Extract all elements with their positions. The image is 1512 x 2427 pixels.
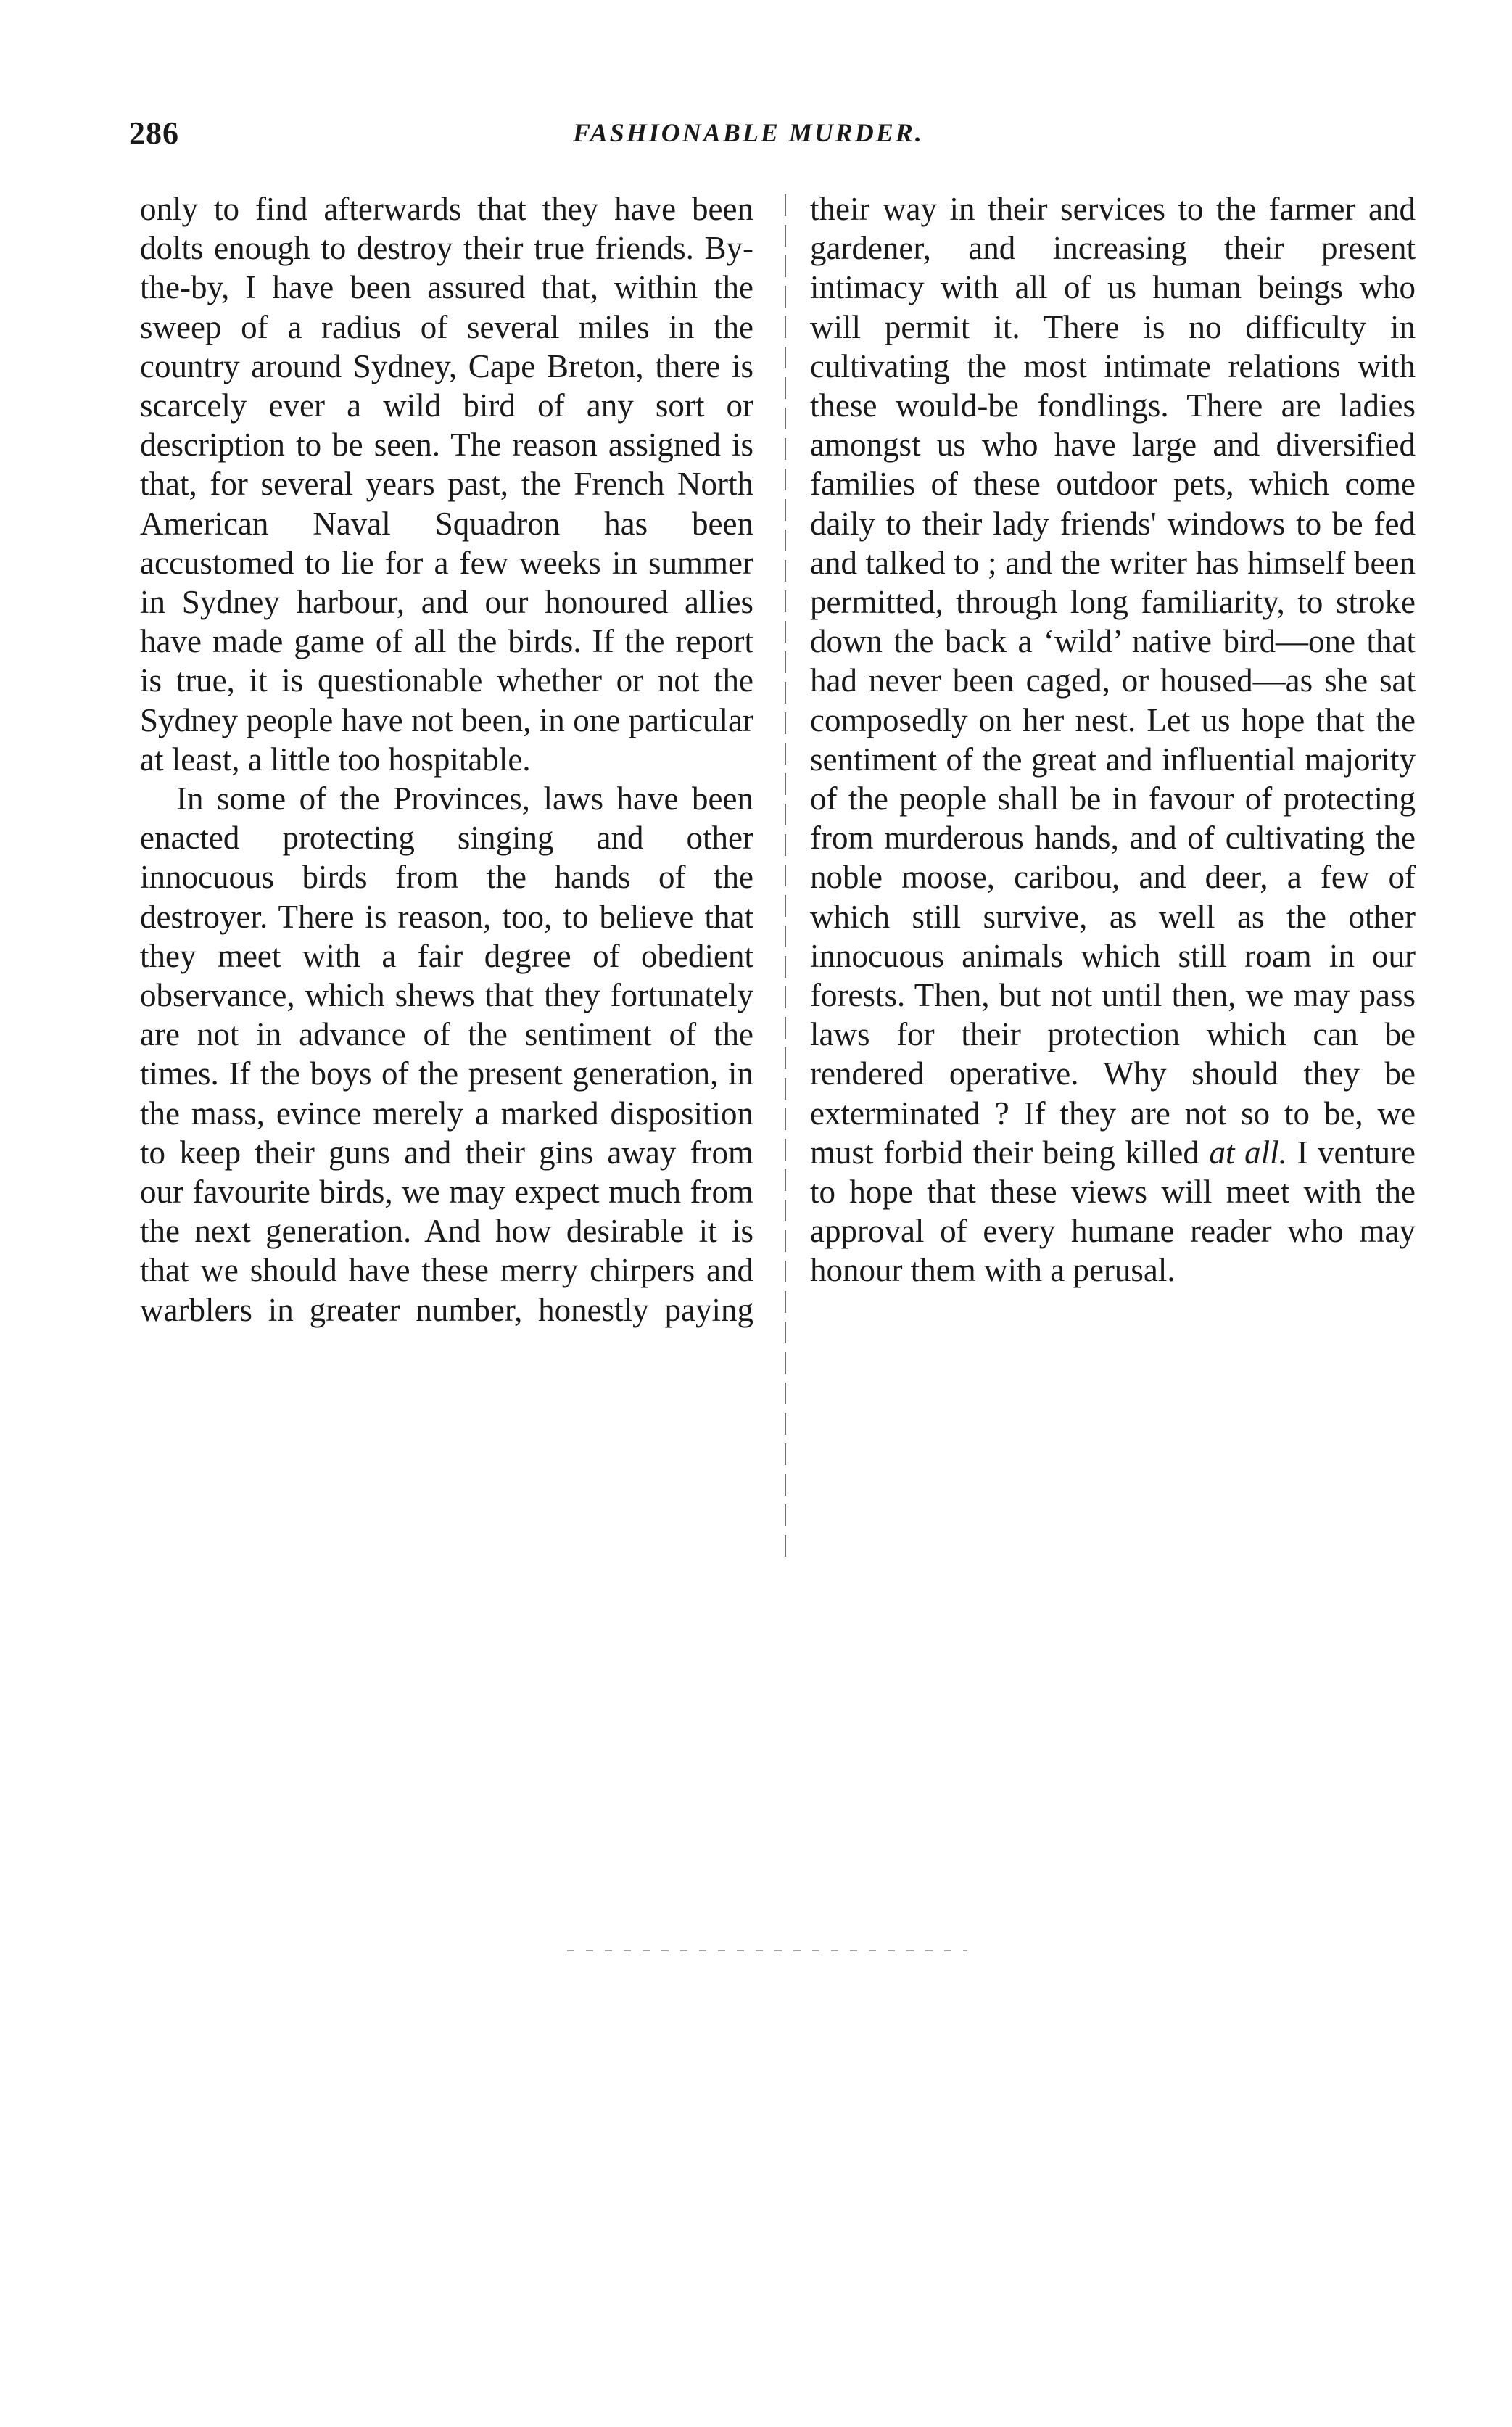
right-paragraph-1 bbox=[810, 189, 1416, 1290]
left-column bbox=[140, 189, 753, 1330]
running-title: FASHIONABLE MURDER. bbox=[573, 118, 924, 147]
column-divider bbox=[785, 194, 786, 1565]
section-end-rule bbox=[567, 1950, 967, 1951]
left-paragraph-1: only to find afterwards that they have been dolts enough to destroy their true friends. By-the-by, I have been assured that, within the sweep of a radius of several miles in the country around Sydney, Cape Breton, there is scarcely ever a wild bird of any sort or description to be seen. The reason assigned is that, for several years past, the French North American Naval Squadron has been accustomed to lie for a few weeks in summer in Sydney harbour, and our honoured allies have made game of all the birds. If the report is true, it is questionable whether or not the Sydney people have not been, in one particular at least, a little too hospitable. bbox=[140, 191, 753, 778]
page-number: 286 bbox=[129, 115, 179, 151]
left-paragraph-2: In some of the Provinces, laws have been enacted protecting singing and other innocuous birds from the hands of the destroyer. There is reason, too, to believe that they meet with a fair degree of obedient observance, which shews that they fortunately are not in advance of the sentiment of the times. If the boys of the present generation, in the mass, evince merely a marked disposition to keep their guns and their gins away from our favourite birds, we may expect much from the next generation. And how desirable it is that we should have these merry chirpers and warblers in greater number, honestly paying bbox=[140, 780, 753, 1328]
right-text-part-1: their way in their services to the farmer and gardener, and increasing their present intimacy with all of us human beings who will permit it. There is no difficulty in cultivating the most intimate relations with these would-be fondlings. There are ladies amongst us who have large and diversified families of these outdoor pets, which come daily to their lady friends' windows to be fed and talked to ; and the writer has himself been permitted, through long familiarity, to stroke down the back a ‘wild’ native bird—one that had never been caged, or housed—as she sat composedly on her nest. Let us hope that the sentiment of the great and influential majority of the people shall be in favour of protecting from murderous hands, and of cultivating the noble moose, caribou, and deer, a few of which still survive, as well as the other innocuous animals which still roam in our forests. Then, but not until then, we may pass laws for their protection which can be rendered operative. Why should they be exterminated ? If they are not so to be, we must forbid their being killed bbox=[810, 191, 1416, 1171]
italic-emphasis: at all. bbox=[1209, 1134, 1287, 1171]
right-text-part-2: I venture to hope that these views will meet with the approval of every humane reader who may honour them with a perusal. bbox=[810, 1134, 1416, 1289]
right-column bbox=[810, 189, 1416, 1290]
